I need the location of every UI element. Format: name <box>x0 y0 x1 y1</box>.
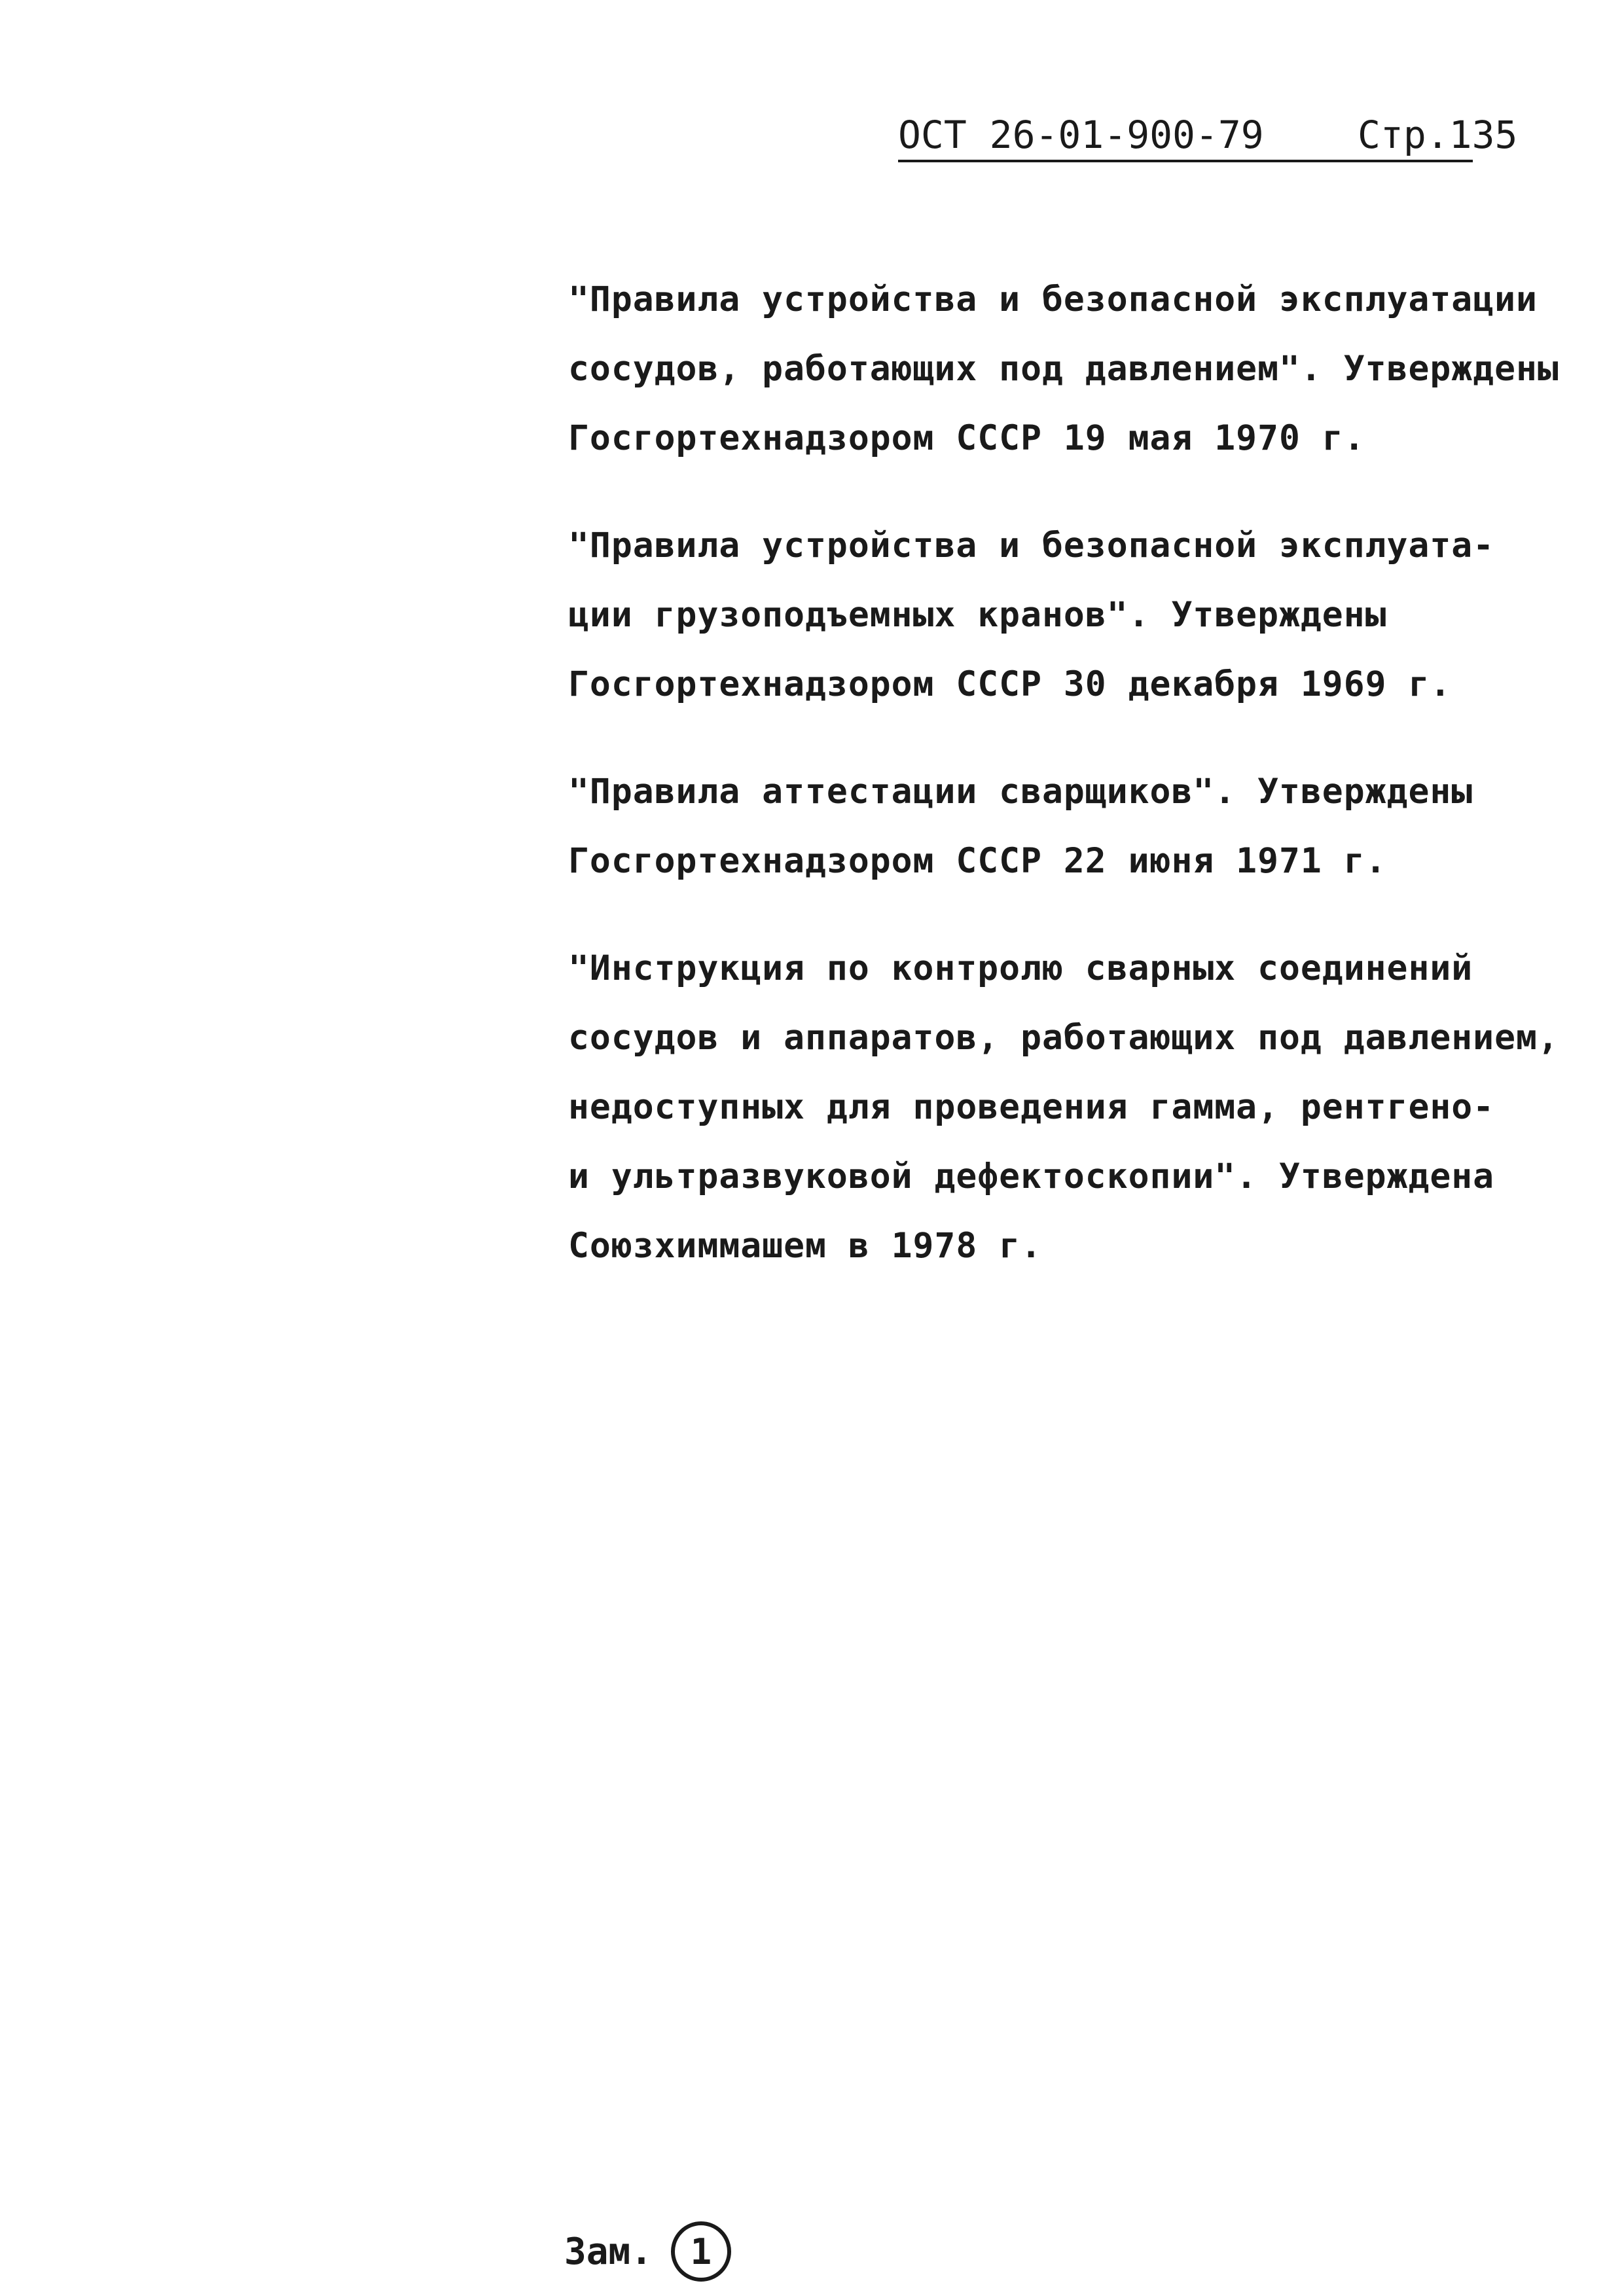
change-number-circle <box>671 2221 731 2282</box>
reference-paragraph <box>568 265 1559 473</box>
reference-line: "Правила устройства и безопасной эксплуатации <box>568 279 1538 319</box>
reference-line: Госгортехнадзором СССР 22 июня 1971 г. <box>568 841 1387 881</box>
change-number: 1 <box>690 2231 712 2272</box>
reference-paragraph <box>568 757 1550 896</box>
header-underline <box>898 160 1473 162</box>
reference-line: Госгортехнадзором СССР 30 декабря 1969 г. <box>568 664 1452 704</box>
references-list <box>568 265 1559 1319</box>
reference-line: ции грузоподъемных кранов". Утверждены <box>568 595 1387 635</box>
reference-line: Госгортехнадзором СССР 19 мая 1970 г. <box>568 418 1365 458</box>
reference-line: недоступных для проведения гамма, рентгено- <box>568 1087 1495 1127</box>
reference-line: сосудов и аппаратов, работающих под давлением, <box>568 1018 1559 1058</box>
reference-paragraph <box>568 934 1559 1281</box>
document-code: ОСТ 26-01-900-79 <box>898 113 1264 157</box>
reference-line: "Правила устройства и безопасной эксплуата- <box>568 526 1495 565</box>
change-mark <box>564 2215 731 2287</box>
page-header <box>898 113 1526 165</box>
reference-line: Союзхиммашем в 1978 г. <box>568 1226 1042 1266</box>
page-number: Стр.135 <box>1358 113 1518 157</box>
change-label: Зам. <box>564 2230 653 2273</box>
reference-line: "Инструкция по контролю сварных соединений <box>568 948 1473 988</box>
reference-line: "Правила аттестации сварщиков". Утверждены <box>568 772 1473 812</box>
reference-line: и ультразвуковой дефектоскопии". Утверждена <box>568 1157 1495 1196</box>
reference-line: сосудов, работающих под давлением". Утверждены <box>568 349 1559 389</box>
reference-paragraph <box>568 511 1550 719</box>
